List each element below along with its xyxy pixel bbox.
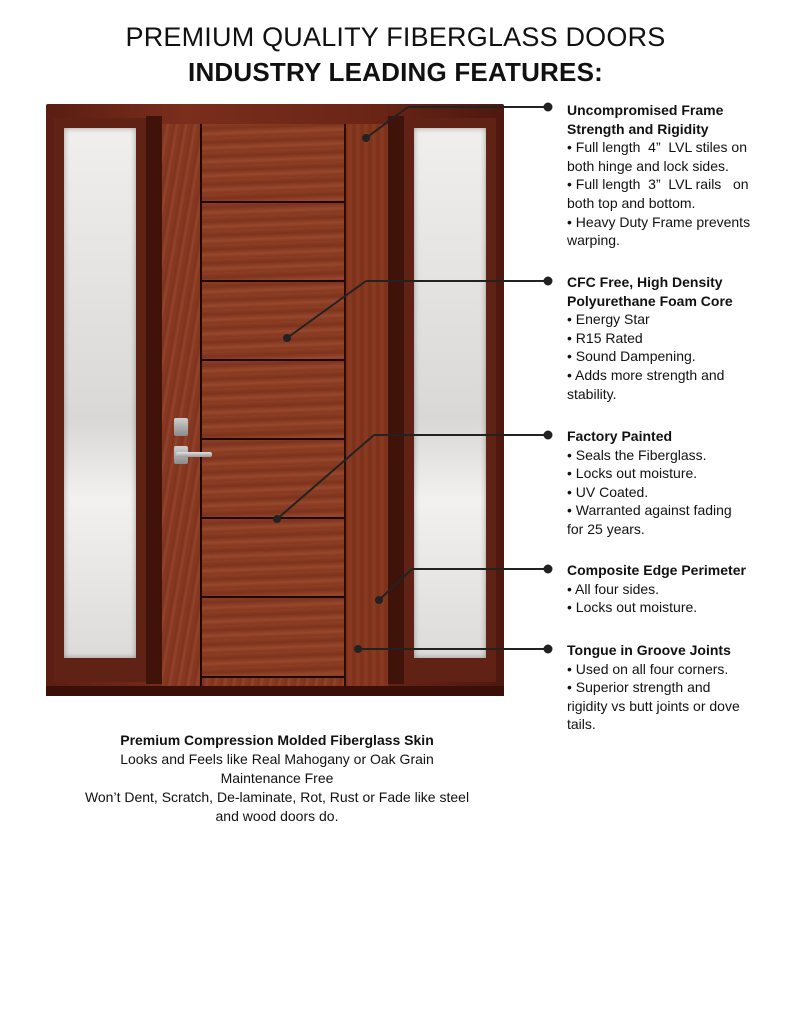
feature-item: • Sound Dampening. xyxy=(567,348,696,365)
feature-factory-painted xyxy=(567,427,787,539)
feature-tongue-groove xyxy=(567,641,787,734)
door-panel xyxy=(202,282,346,361)
feature-item: • R15 Rated xyxy=(567,329,643,346)
feature-item: • Superior strength and xyxy=(567,679,711,696)
feature-item: both hinge and lock sides. xyxy=(567,157,729,174)
door-handle-icon xyxy=(176,452,212,457)
feature-foam-core xyxy=(567,273,787,403)
feature-item: • Adds more strength and xyxy=(567,366,725,383)
feature-item: for 25 years. xyxy=(567,520,645,537)
feature-item: rigidity vs butt joints or dove xyxy=(567,697,740,714)
feature-item: both top and bottom. xyxy=(567,194,696,211)
feature-item: • Energy Star xyxy=(567,311,650,328)
feature-item: stability. xyxy=(567,385,617,402)
feature-item: • Full length 3” LVL rails on xyxy=(567,176,749,193)
feature-heading: CFC Free, High Density xyxy=(567,274,723,290)
fiberglass-skin-section xyxy=(46,731,508,826)
feature-item: • Used on all four corners. xyxy=(567,660,729,677)
feature-item: • Full length 4” LVL stiles on xyxy=(567,139,747,156)
feature-item: warping. xyxy=(567,232,620,249)
feature-heading: Uncompromised Frame xyxy=(567,102,724,118)
skin-line: and wood doors do. xyxy=(215,808,339,824)
door-lock-stile xyxy=(344,124,388,686)
feature-heading: Factory Painted xyxy=(567,428,673,444)
left-sidelite-glass xyxy=(64,128,136,658)
feature-heading: Strength and Rigidity xyxy=(567,120,709,137)
door-panel xyxy=(202,598,346,678)
feature-item: • Heavy Duty Frame prevents xyxy=(567,213,751,230)
feature-item: • Warranted against fading xyxy=(567,502,732,519)
skin-heading: Premium Compression Molded Fiberglass Skin xyxy=(120,732,434,748)
feature-frame-strength xyxy=(567,101,787,250)
skin-line: Won’t Dent, Scratch, De-laminate, Rot, Rust or Fade like steel xyxy=(84,789,470,805)
door-illustration xyxy=(46,104,504,696)
door-panel xyxy=(202,124,346,203)
feature-item: • Seals the Fiberglass. xyxy=(567,446,707,463)
page-title: PREMIUM QUALITY FIBERGLASS DOORS xyxy=(125,22,666,52)
feature-heading: Tongue in Groove Joints xyxy=(567,642,731,658)
page-subtitle: INDUSTRY LEADING FEATURES: xyxy=(188,57,603,87)
feature-item: • UV Coated. xyxy=(567,483,649,500)
right-sidelite xyxy=(404,118,496,682)
door-slab xyxy=(162,124,388,686)
door-panel xyxy=(202,519,346,598)
door-sill xyxy=(46,686,504,696)
feature-item: • Locks out moisture. xyxy=(567,599,698,616)
left-mullion xyxy=(146,116,162,684)
skin-line: Looks and Feels like Real Mahogany or Oak Grain xyxy=(120,751,434,767)
door-panel xyxy=(202,440,346,519)
door-panel xyxy=(202,203,346,282)
deadbolt-icon xyxy=(174,418,188,436)
feature-item: tails. xyxy=(567,716,596,733)
right-sidelite-glass xyxy=(414,128,486,658)
right-mullion xyxy=(388,116,404,684)
feature-heading: Polyurethane Foam Core xyxy=(567,292,733,309)
left-sidelite xyxy=(54,118,146,682)
feature-heading: Composite Edge Perimeter xyxy=(567,562,746,578)
feature-item: • Locks out moisture. xyxy=(567,465,698,482)
feature-composite-edge xyxy=(567,561,787,617)
skin-line: Maintenance Free xyxy=(220,770,334,786)
door-panel xyxy=(202,361,346,440)
feature-item: • All four sides. xyxy=(567,580,660,597)
